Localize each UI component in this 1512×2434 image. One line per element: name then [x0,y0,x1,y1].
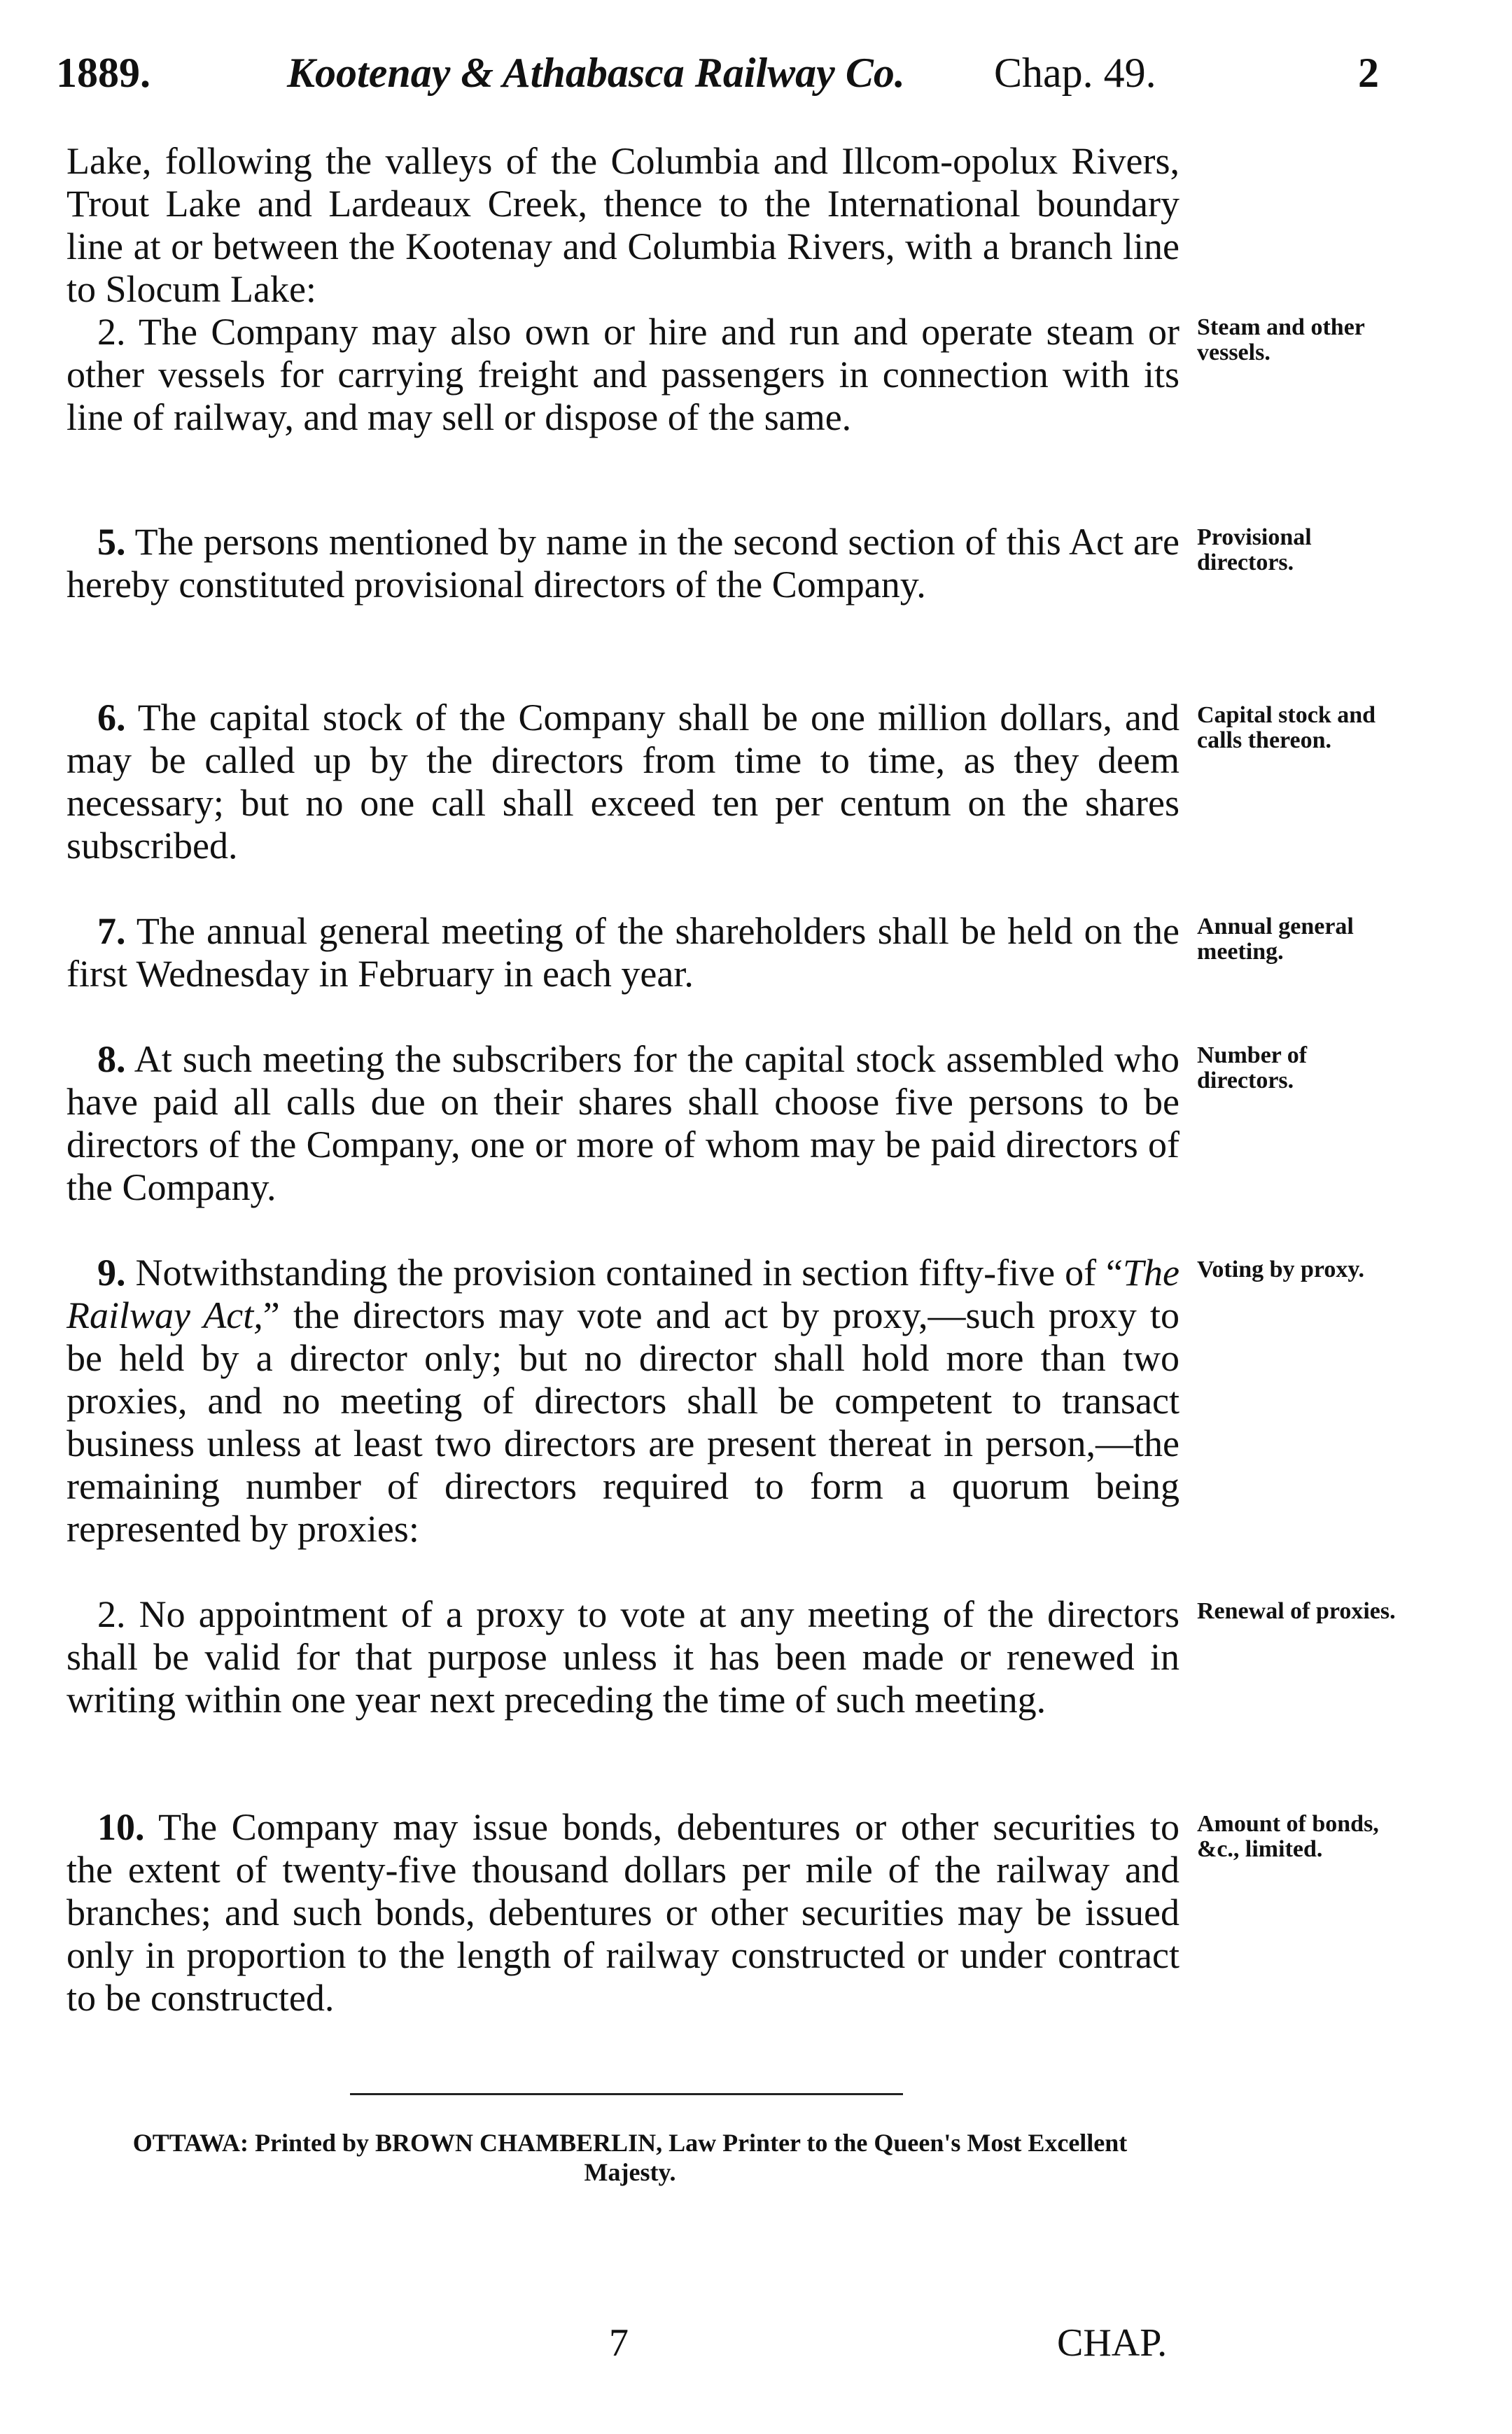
margin-note-renewal-proxies: Renewal of proxies. [1197,1598,1396,1624]
catchword: CHAP. [1057,2321,1168,2365]
paragraph-text: 2. No appointment of a proxy to vote at any meeting of the directors shall be valid for that purpose unless it has been made or renewed in writing within one year next preceding the time of such meeting. [66,1593,1180,1721]
section-text: Notwithstanding the provision contained in section fifty-five of “ [135,1252,1123,1294]
section-9 [66,1252,1180,1551]
section-text-cont: ” the directors may vote and act by proxy,—such proxy to be held by a director only; but no director shall hold more than two proxies, and no meeting of directors shall be competent to transact business unless at least two directors are present thereat in person,—the remaining number of directors required to form a quorum being represented by proxies: [66,1294,1180,1550]
section-text: The capital stock of the Company shall be one million dollars, and may be called up by the directors from time to time, as they deem necessary; but no one call shall exceed ten per centum on the shares subscribed. [66,697,1180,867]
section-text: The Company may issue bonds, debentures or other securities to the extent of twenty-five thousand dollars per mile of the railway and branches; and such bonds, debentures or other securities may be issued only in proportion to the length of railway constructed or under contract to be constructed. [66,1806,1180,2019]
section-text: The persons mentioned by name in the second section of this Act are hereby constituted provisional directors of the Company. [66,521,1180,606]
divider-rule [350,2093,903,2095]
act-title: The Railway Act, [66,1252,1180,1336]
section-text: The annual general meeting of the shareholders shall be held on the first Wednesday in February in each year. [66,910,1180,995]
signature-mark: 7 [609,2321,629,2365]
header-chapter: Chap. 49. [994,50,1156,96]
section-10 [66,1806,1180,2020]
section-6 [66,697,1180,867]
paragraph-4-2 [66,311,1180,439]
margin-note-number-directors: Number of directors. [1197,1042,1308,1093]
header-year: 1889. [56,50,150,96]
margin-note-capital-stock: Capital stock and calls thereon. [1197,702,1376,753]
margin-note-provisional-directors: Provisional directors. [1197,524,1312,575]
section-text: At such meeting the subscribers for the capital stock assembled who have paid all calls due on their shares shall choose five persons to be directors of the Company, one or more of whom may be paid directors of the Company. [66,1038,1180,1208]
section-number: 7. [97,910,126,952]
printer-imprint: OTTAWA: Printed by BROWN CHAMBERLIN, Law Printer to the Queen's Most Excellent Majesty. [132,2129,1128,2186]
section-9-2 [66,1593,1180,1721]
section-number: 5. [97,521,126,563]
margin-note-voting-proxy: Voting by proxy. [1197,1257,1365,1282]
margin-note-annual-meeting: Annual general meeting. [1197,914,1354,965]
section-7 [66,910,1180,995]
section-number: 9. [97,1252,126,1294]
margin-note-amount-bonds: Amount of bonds, &c., limited. [1197,1811,1379,1862]
paragraph-continuation [66,140,1180,311]
margin-note-steam-vessels: Steam and other vessels. [1197,314,1365,365]
paragraph-text: Lake, following the valleys of the Columbia and Illcom-opolux Rivers, Trout Lake and Lardeaux Creek, thence to the International boundary line at or between the Kootenay and Columbia Rivers, with a branch line to Slocum Lake: [66,140,1180,310]
header-title: Kootenay & Athabasca Railway Co. [287,50,905,96]
section-number: 8. [97,1038,126,1080]
section-8 [66,1038,1180,1209]
section-number: 10. [97,1806,145,1848]
paragraph-text: 2. The Company may also own or hire and run and operate steam or other vessels for carrying freight and passengers in connection with its line of railway, and may sell or dispose of the same. [66,311,1180,438]
section-5 [66,521,1180,606]
page-header [56,49,1379,105]
section-number: 6. [97,697,126,739]
header-page-number: 2 [1358,50,1379,96]
